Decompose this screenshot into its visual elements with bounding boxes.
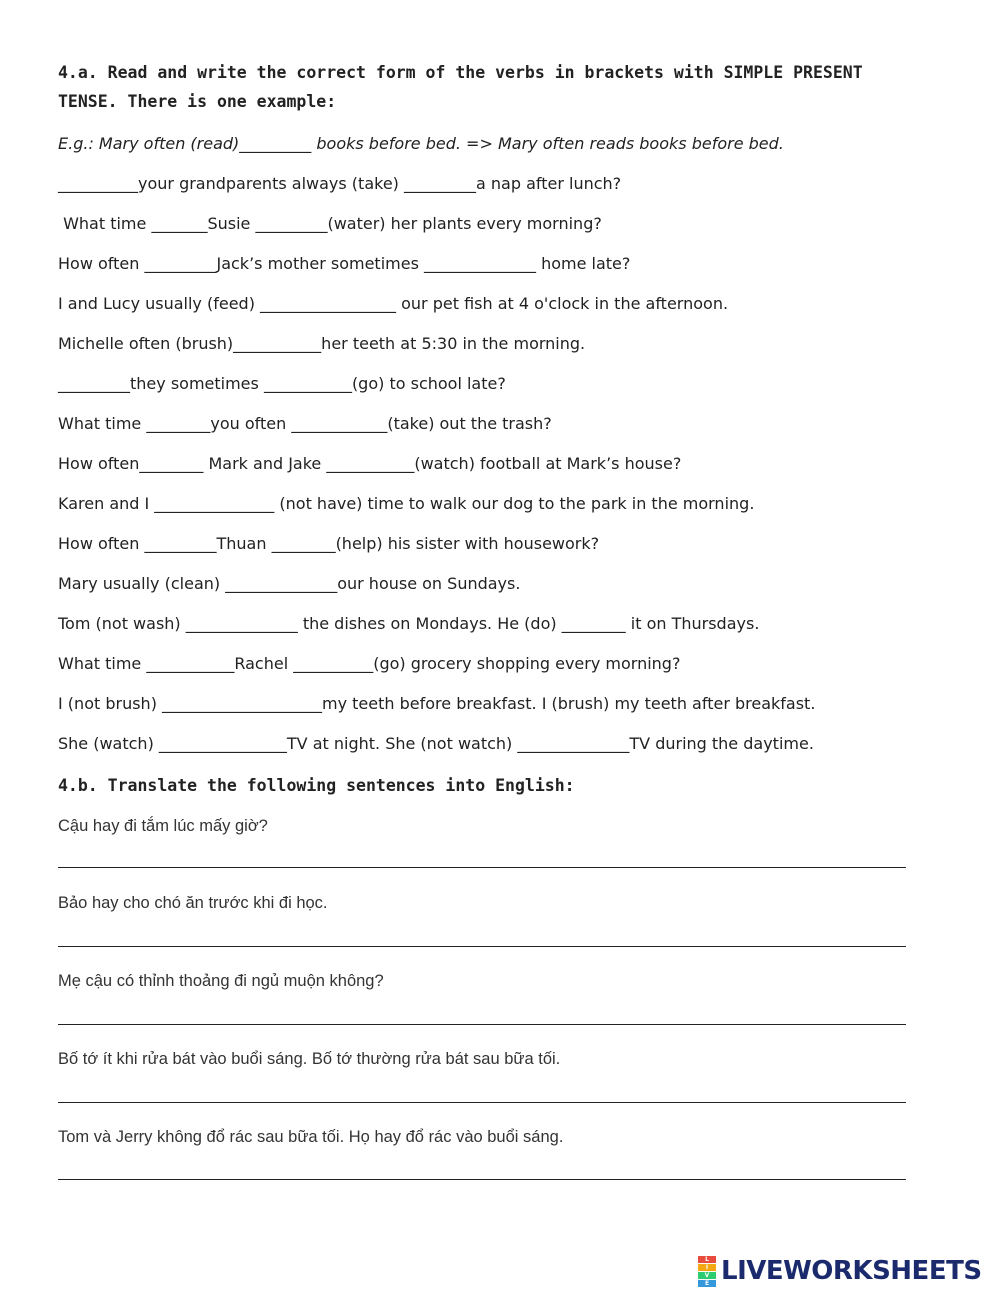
exercise-item-14[interactable]: I (not brush) ____________________my teeth before breakfast. I (brush) my teeth after breakfast. [58,694,816,713]
exercise-item-6[interactable]: _________they sometimes ___________(go) to school late? [58,374,506,393]
logo-letter-i: I [698,1264,716,1271]
translation-prompt-1: Cậu hay đi tắm lúc mấy giờ? [58,817,268,835]
translation-answer-line-1[interactable] [58,867,906,868]
logo-letter-v: V [698,1272,716,1279]
translation-answer-line-3[interactable] [58,1024,906,1025]
exercise-item-13[interactable]: What time ___________Rachel __________(go) grocery shopping every morning? [58,654,681,673]
translation-answer-line-4[interactable] [58,1102,906,1103]
section-b-heading: 4.b. Translate the following sentences into English: [58,776,575,795]
exercise-item-5[interactable]: Michelle often (brush)___________her teeth at 5:30 in the morning. [58,334,586,353]
exercise-item-2[interactable]: What time _______Susie _________(water) her plants every morning? [58,214,602,233]
exercise-item-12[interactable]: Tom (not wash) ______________ the dishes on Mondays. He (do) ________ it on Thursdays. [58,614,760,633]
translation-prompt-5: Tom và Jerry không đổ rác sau bữa tối. Họ hay đổ rác vào buổi sáng. [58,1128,564,1146]
exercise-item-3[interactable]: How often _________Jack’s mother sometimes ______________ home late? [58,254,631,273]
exercise-item-9[interactable]: Karen and I _______________ (not have) time to walk our dog to the park in the morning. [58,494,755,513]
section-a-heading-line2: TENSE. There is one example: [58,92,337,111]
exercise-item-4[interactable]: I and Lucy usually (feed) _________________ our pet fish at 4 o'clock in the afternoon. [58,294,729,313]
translation-answer-line-5[interactable] [58,1179,906,1180]
section-a-heading-line1: 4.a. Read and write the correct form of the verbs in brackets with SIMPLE PRESENT [58,63,863,82]
liveworksheets-logo-mark [698,1256,718,1286]
exercise-item-1[interactable]: __________your grandparents always (take) _________a nap after lunch? [58,174,622,193]
logo-letter-e: E [698,1280,716,1287]
translation-prompt-3: Mẹ cậu có thỉnh thoảng đi ngủ muộn không? [58,972,384,990]
section-a-heading [58,58,938,116]
exercise-item-11[interactable]: Mary usually (clean) ______________our house on Sundays. [58,574,521,593]
exercise-item-10[interactable]: How often _________Thuan ________(help) his sister with housework? [58,534,600,553]
liveworksheets-logo [698,1254,982,1288]
translation-prompt-2: Bảo hay cho chó ăn trước khi đi học. [58,894,328,912]
example-sentence: E.g.: Mary often (read)_________ books before bed. => Mary often reads books before bed. [58,134,784,153]
translation-answer-line-2[interactable] [58,946,906,947]
liveworksheets-logo-text: LIVEWORKSHEETS [721,1256,982,1286]
exercise-item-7[interactable]: What time ________you often ____________(take) out the trash? [58,414,552,433]
exercise-item-15[interactable]: She (watch) ________________TV at night. She (not watch) ______________TV during the daytime. [58,734,814,753]
logo-letter-l: L [698,1256,716,1263]
exercise-item-8[interactable]: How often________ Mark and Jake ___________(watch) football at Mark’s house? [58,454,682,473]
translation-prompt-4: Bố tớ ít khi rửa bát vào buổi sáng. Bố tớ thường rửa bát sau bữa tối. [58,1050,561,1068]
